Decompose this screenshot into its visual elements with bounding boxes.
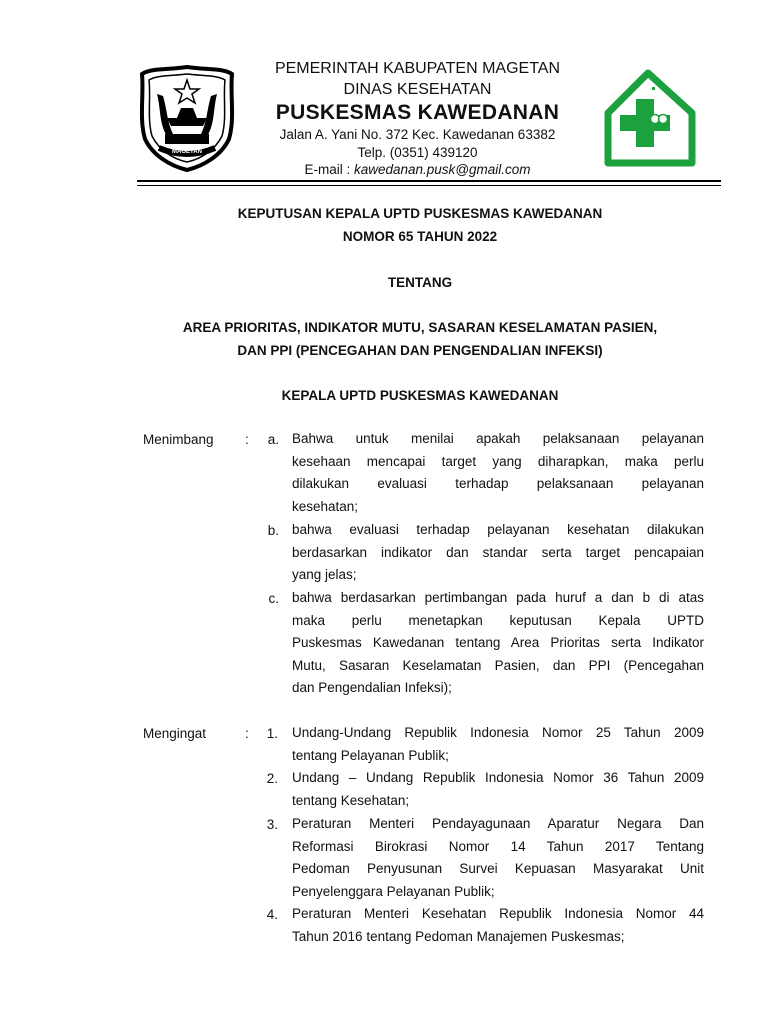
letterhead-government: PEMERINTAH KABUPATEN MAGETAN (274, 60, 561, 77)
menimbang-item-mark: c. (268, 591, 279, 606)
letterhead-email (250, 162, 585, 177)
svg-text:MAGETAN: MAGETAN (172, 149, 202, 155)
menimbang-item-a (292, 428, 704, 518)
decree-title: KEPUTUSAN KEPALA UPTD PUSKESMAS KAWEDANAN (237, 206, 603, 221)
decree-number: NOMOR 65 TAHUN 2022 (342, 229, 498, 244)
menimbang-colon: : (245, 432, 249, 447)
menimbang-label: Menimbang (143, 432, 214, 447)
text-line: bahwa evaluasi terhadap pelayanan kesehatan dilakukan (292, 522, 704, 537)
menimbang-item-mark: a. (267, 432, 279, 447)
letterhead-institution: PUSKESMAS KAWEDANAN (275, 101, 560, 124)
text-line: berdasarkan indikator dan standar serta target pencapaian (292, 544, 704, 560)
puskesmas-logo (600, 67, 700, 167)
menimbang-item-c (292, 587, 704, 700)
text-line: bahwa berdasarkan pertimbangan pada huruf a dan b di atas (292, 590, 704, 605)
email-address: kawedanan.pusk@gmail.com (353, 162, 531, 177)
text-line: tentang Kesehatan; (292, 792, 410, 808)
text-line: Undang – Undang Republik Indonesia Nomor 36 Tahun 2009 (292, 770, 704, 785)
text-line: Peraturan Menteri Pendayagunaan Aparatur Negara Dan (292, 816, 704, 831)
text-line: Mutu, Sasaran Keselamatan Pasien, dan PPI (Pencegahan (292, 657, 704, 673)
text-line: yang jelas; (292, 567, 357, 582)
mengingat-item-mark: 2. (266, 771, 278, 786)
mengingat-item-mark: 1. (266, 726, 278, 741)
text-line: Puskesmas Kawedanan tentang Area Prioritas serta Indikator (292, 635, 704, 650)
letterhead-phone: Telp. (0351) 439120 (357, 145, 478, 160)
letterhead-department: DINAS KESEHATAN (343, 81, 492, 98)
mengingat-item-1 (292, 722, 704, 767)
letterhead-rule-thin (137, 185, 721, 186)
text-line: Undang-Undang Republik Indonesia Nomor 25 Tahun 2009 (292, 725, 704, 740)
text-line: kesehaan mencapai target yang diharapkan, maka perlu (292, 453, 704, 469)
decree-about: TENTANG (387, 275, 453, 290)
text-line: Bahwa untuk menilai apakah pelaksanaan pelayanan (292, 431, 704, 446)
mengingat-item-3 (292, 813, 704, 903)
text-line: Tahun 2016 tentang Pedoman Manajemen Puskesmas; (292, 928, 625, 944)
mengingat-colon: : (245, 726, 249, 741)
decree-subject-line2: DAN PPI (PENCEGAHAN DAN PENGENDALIAN INFEKSI) (237, 343, 603, 358)
text-line: Penyelenggara Pelayanan Publik; (292, 883, 495, 899)
menimbang-item-mark: b. (267, 523, 279, 538)
decree-issuer: KEPALA UPTD PUSKESMAS KAWEDANAN (281, 388, 559, 403)
text-line: dan Pengendalian Infeksi); (292, 680, 452, 695)
text-line: tentang Pelayanan Publik; (292, 747, 449, 763)
mengingat-item-mark: 4. (266, 907, 278, 922)
text-line: kesehatan; (292, 498, 359, 514)
decree-subject-line1: AREA PRIORITAS, INDIKATOR MUTU, SASARAN KESELAMATAN PASIEN, (182, 320, 658, 335)
magetan-regency-seal (137, 64, 237, 172)
text-line: dilakukan evaluasi terhadap pelaksanaan pelayanan (292, 476, 704, 491)
text-line: maka perlu menetapkan keputusan Kepala UPTD (292, 612, 704, 628)
mengingat-label: Mengingat (143, 726, 207, 741)
text-line: Reformasi Birokrasi Nomor 14 Tahun 2017 Tentang (292, 838, 704, 854)
text-line: Peraturan Menteri Kesehatan Republik Indonesia Nomor 44 (292, 906, 704, 921)
mengingat-item-4 (292, 903, 704, 948)
menimbang-item-b (292, 519, 704, 587)
text-line: Pedoman Penyusunan Survei Kepuasan Masyarakat Unit (292, 861, 704, 876)
letterhead-rule-thick (137, 180, 721, 182)
email-label: E-mail : (304, 162, 354, 177)
mengingat-item-2 (292, 767, 704, 812)
mengingat-item-mark: 3. (266, 817, 278, 832)
letterhead-address: Jalan A. Yani No. 372 Kec. Kawedanan 63382 (279, 127, 556, 142)
